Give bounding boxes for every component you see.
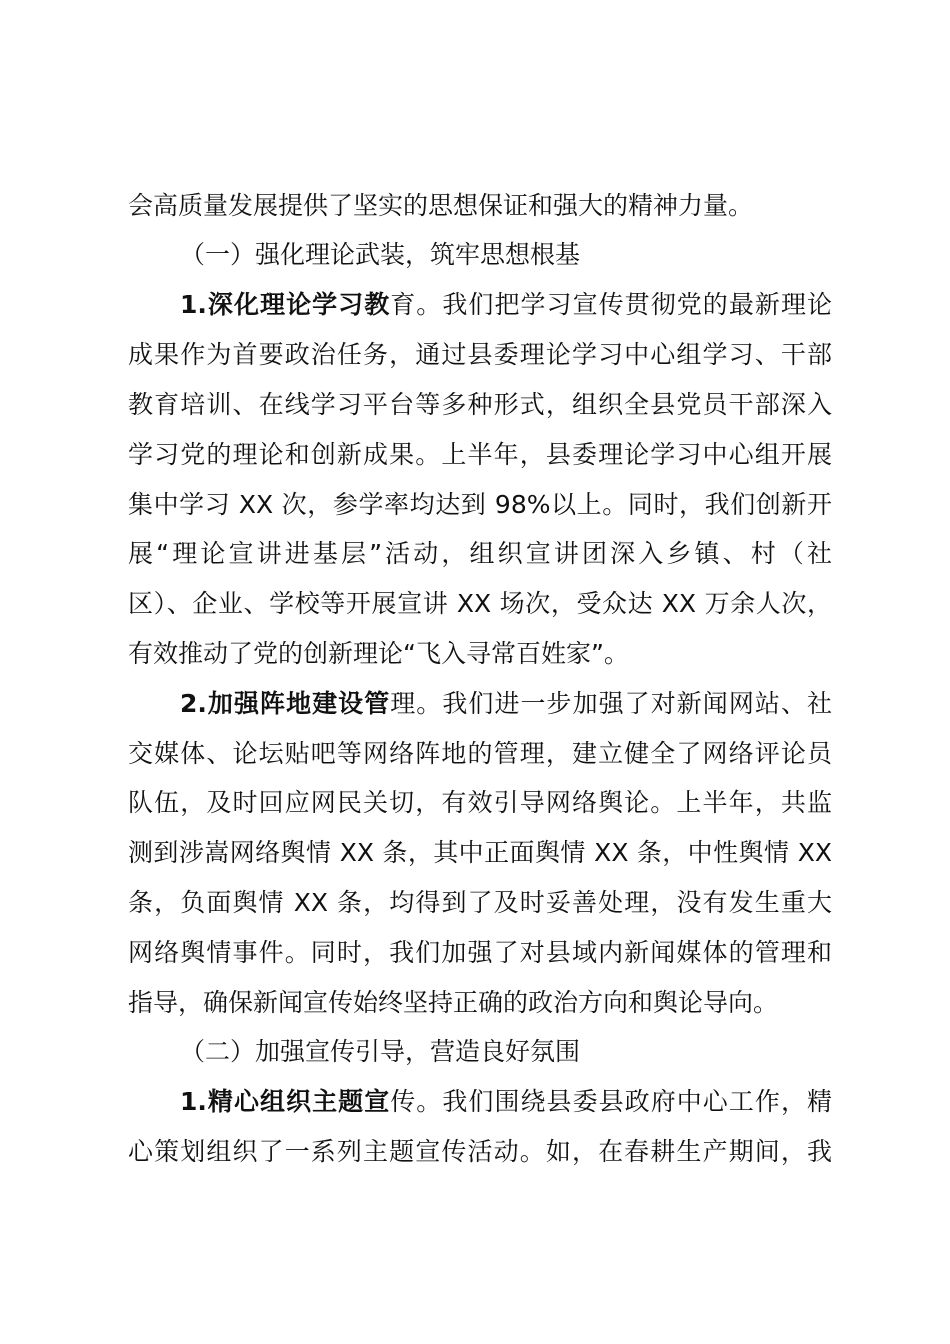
paragraph-line: 网络舆情事件。同时，我们加强了对县域内新闻媒体的管理和 bbox=[128, 938, 832, 967]
paragraph-3-text: 传。我们围绕县委县政府中心工作，精 bbox=[390, 1087, 832, 1116]
paragraph-3-title: 1.精心组织主题宣 bbox=[180, 1087, 391, 1116]
paragraph-1-text: 育。我们把学习宣传贯彻党的最新理论 bbox=[390, 290, 832, 319]
paragraph-line: 教育培训、在线学习平台等多种形式，组织全县党员干部深入 bbox=[128, 390, 832, 419]
paragraph-line: 成果作为首要政治任务，通过县委理论学习中心组学习、干部 bbox=[128, 340, 832, 369]
paragraph-line: 条，负面舆情 XX 条，均得到了及时妥善处理，没有发生重大 bbox=[128, 888, 832, 917]
paragraph-line: 区）、企业、学校等开展宣讲 XX 场次，受众达 XX 万余人次， bbox=[128, 589, 832, 618]
paragraph-line: 有效推动了党的创新理论“飞入寻常百姓家”。 bbox=[128, 639, 629, 668]
paragraph-line: 交媒体、论坛贴吧等网络阵地的管理，建立健全了网络评论员 bbox=[128, 739, 832, 768]
paragraph-2-title: 2.加强阵地建设管 bbox=[180, 689, 391, 718]
paragraph-3-first-line bbox=[180, 1077, 832, 1127]
paragraph-line: 集中学习 XX 次，参学率均达到 98%以上。同时，我们创新开 bbox=[128, 490, 832, 519]
paragraph-line: 心策划组织了一系列主题宣传活动。如，在春耕生产期间，我 bbox=[128, 1137, 832, 1166]
section-heading-2: （二）加强宣传引导，营造良好氛围 bbox=[180, 1037, 581, 1066]
paragraph-2-text: 理。我们进一步加强了对新闻网站、社 bbox=[390, 689, 832, 718]
paragraph-line: 测到涉嵩网络舆情 XX 条，其中正面舆情 XX 条，中性舆情 XX bbox=[128, 838, 832, 867]
paragraph-line: 指导，确保新闻宣传始终坚持正确的政治方向和舆论导向。 bbox=[128, 988, 779, 1017]
paragraph-line: 学习党的理论和创新成果。上半年，县委理论学习中心组开展 bbox=[128, 440, 832, 469]
paragraph-line: 队伍，及时回应网民关切，有效引导网络舆论。上半年，共监 bbox=[128, 788, 832, 817]
paragraph-1-first-line bbox=[180, 280, 832, 330]
section-heading-1: （一）强化理论武装，筑牢思想根基 bbox=[180, 240, 581, 269]
paragraph-2-first-line bbox=[180, 679, 832, 729]
paragraph-line: 展“理论宣讲进基层”活动，组织宣讲团深入乡镇、村（社 bbox=[128, 539, 832, 568]
paragraph-line: 会高质量发展提供了坚实的思想保证和强大的精神力量。 bbox=[128, 191, 754, 220]
paragraph-1-title: 1.深化理论学习教 bbox=[180, 290, 391, 319]
